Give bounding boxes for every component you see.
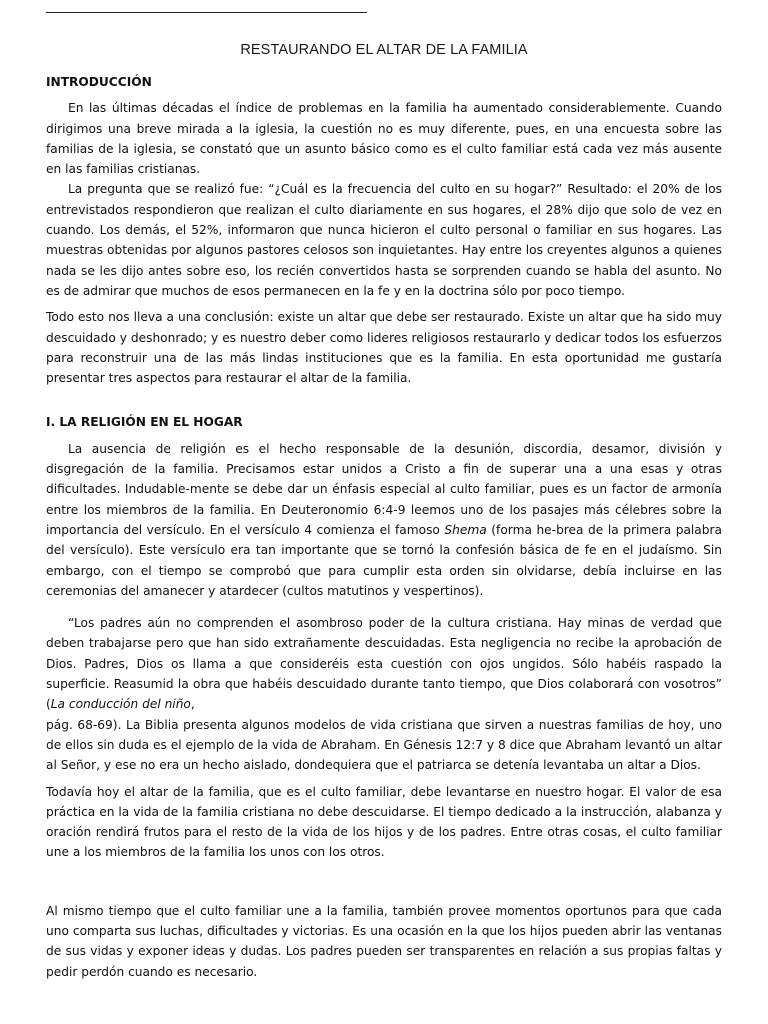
section-1-paragraph-1-text-b: (forma he-brea de la primera palabra del versículo). Este versículo era tan importante que se tornó la confesión básica de fe en el judaísmo. Sin embargo, con el tiempo se comprobó que para cumplir esta orden sin olvidarse, debía incluirse en las ceremonias del amanecer y atardecer (cultos matutinos y vespertinos). — [46, 522, 722, 598]
intro-paragraph-1: En las últimas décadas el índice de problemas en la familia ha aumentado considerablemente. Cuando dirigimos una breve mirada a la iglesia, la cuestión no es muy diferente, pues, en una encuesta sobre las familias de la iglesia, se constató que un asunto básico como es el culto familiar está cada vez más ausente en las familias cristianas. — [46, 101, 722, 177]
section-1-paragraph-2-continuation: pág. 68-69). La Biblia presenta algunos modelos de vida cristiana que sirven a nuestras familias de hoy, uno de ellos sin duda es el ejemplo de la vida de Abraham. En Génesis 12:7 y 8 dice que Abraham levantó un altar al Señor, y ese no era un hecho aislado, dondequiera que el patriarca se detenía levantaba un altar a Dios. — [46, 717, 722, 773]
intro-paragraph-2: La pregunta que se realizó fue: “¿Cuál es la frecuencia del culto en su hogar?” Resultado: el 20% de los entrevistados respondieron que realizan el culto diariamente en sus hogares, el 28% dijo que solo de vez en cuando. Los demás, el 52%, informaron que nunca hicieron el culto personal o familiar en sus hogares. Las muestras obtenidas por algunos pastores celosos son inquietantes. Hay entre los creyentes algunos a quienes nada se les dijo antes sobre eso, los recién convertidos hasta se sorprenden cuando se habla del asunto. No es de admirar que muchos de esos permanecen en la fe y en la doctrina sólo por poco tiempo. — [46, 182, 722, 298]
section-1-paragraph-3: Todavía hoy el altar de la familia, que es el culto familiar, debe levantarse en nuestro hogar. El valor de esa práctica en la vida de la familia cristiana no debe descuidarse. El tiempo dedicado a la instrucción, alabanza y oración rendirá frutos para el resto de la vida de los hijos y de los padres. Entre otras cosas, el culto familiar une a los miembros de la familia los unos con los otros. — [46, 784, 722, 860]
section-1-paragraph-2 — [46, 613, 722, 775]
section-1-heading: I. LA RELIGIÓN EN EL HOGAR — [46, 415, 243, 430]
section-1-paragraph-4: Al mismo tiempo que el culto familiar une a la familia, también provee momentos oportunos para que cada uno comparta sus luchas, dificultades y victorias. Es una ocasión en la que los hijos pueden abrir las ventanas de sus vidas y exponer ideas y dudas. Los padres pueden ser transparentes en relación a sus propias faltas y pedir perdón cuando es necesario. — [46, 903, 722, 979]
document-body — [46, 72, 722, 982]
quote-source-comma: , — [190, 697, 195, 712]
section-1-paragraph-1 — [46, 439, 722, 601]
section-1-paragraph-1-text-a: La ausencia de religión es el hecho responsable de la desunión, discordia, desamor, división y disgregación de la familia. Precisamos estar unidos a Cristo a fin de superar una a una esas y otras dificultades. Indudable-mente se debe dar un énfasis especial al culto familiar, pues es un factor de armonía entre los miembros de la familia. En Deuteronomio 6:4-9 leemos uno de los pasajes más célebres sobre la importancia del versículo. En el versículo 4 comienza el famoso — [46, 441, 722, 537]
shema-term: Shema — [444, 522, 487, 537]
quote-text: “Los padres aún no comprenden el asombroso poder de la cultura cristiana. Hay minas de verdad que deben trabajarse pero que han sido extrañamente descuidadas. Esta negligencia no recibe la aprobación de Dios. Padres, Dios os llama a que consideréis esta cuestión con ojos ungidos. Sólo habéis raspado la superficie. Reasumid la obra que habéis descuidado durante tanto tiempo, que Dios colaborará con vosotros” ( — [46, 616, 722, 712]
intro-heading: INTRODUCCIÓN — [46, 75, 152, 89]
intro-paragraph-3: Todo esto nos lleva a una conclusión: existe un altar que debe ser restaurado. Existe un altar que ha sido muy descuidado y deshonrado; y es nuestro deber como lideres religiosos restaurarlo y dedicar todos los esfuerzos para reconstruir una de las más lindas instituciones que es la familia. En esta oportunidad me gustaría presentar tres aspectos para restaurar el altar de la familia. — [46, 310, 722, 386]
quote-source-title: La conducción del niño — [50, 697, 191, 712]
header-rule — [46, 12, 367, 13]
document-title: RESTAURANDO EL ALTAR DE LA FAMILIA — [240, 42, 528, 58]
